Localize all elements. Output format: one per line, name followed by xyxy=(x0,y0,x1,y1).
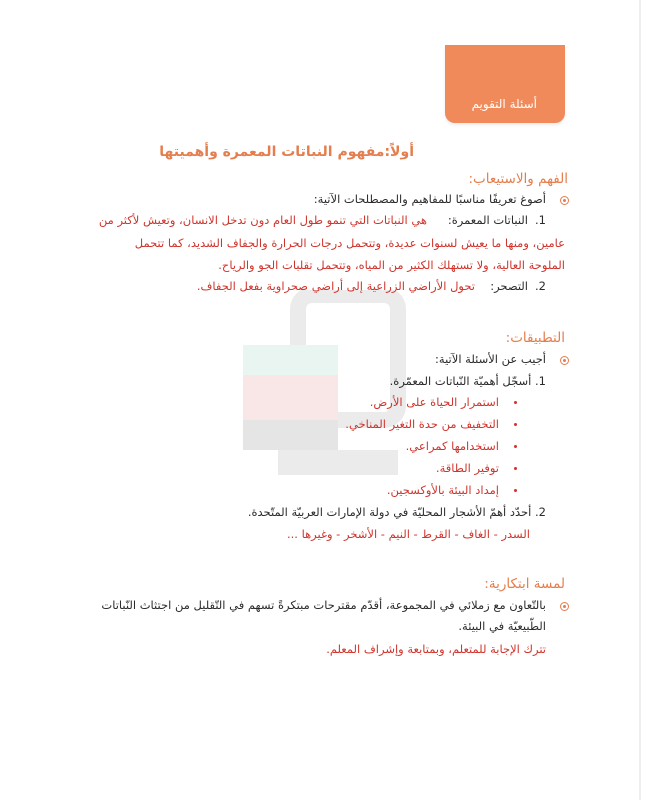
page-edge xyxy=(639,0,641,800)
section3-subheading: لمسة ابتكارية: xyxy=(484,576,565,592)
q1-answer-5: إمداد البيئة بالأوكسجين. xyxy=(386,483,499,497)
q1-text: 1. أسجّل أهميّة النّباتات المعمّرة. xyxy=(389,374,546,388)
list-bullet xyxy=(514,489,517,492)
list-bullet xyxy=(514,401,517,404)
q2-text: 2. أحدّد أهمّ الأشجار المحليّة في دولة الإمارات العربيّة المتّحدة. xyxy=(247,505,546,519)
section2-subheading: التطبيقات: xyxy=(505,330,565,346)
section3-answer: تترك الإجابة للمتعلم، وبمتابعة وإشراف المعلم. xyxy=(326,642,546,656)
q1-answer-1: استمرار الحياة على الأرض. xyxy=(369,395,499,409)
circle-bullet-icon xyxy=(560,196,569,205)
section3-line1: بالتّعاون مع زملائي في المجموعة، أقدّم مقترحات مبتكرةً تسهم في التّقليل من اجتثاث النّباتات xyxy=(101,598,546,612)
item2-definition: تحول الأراضي الزراعية إلى أراضي صحراوية بفعل الجفاف. xyxy=(196,279,475,293)
list-bullet xyxy=(514,445,517,448)
section3-line2: الطّبيعيّة في البيئة. xyxy=(458,619,546,633)
q1-answer-3: استخدامها كمراعي. xyxy=(405,439,499,453)
item2-term: التصحر: xyxy=(490,279,528,293)
item1-number: 1. xyxy=(535,213,546,227)
q1-answer-2: التخفيف من حدة التغير المناخي. xyxy=(345,417,499,431)
circle-bullet-icon xyxy=(560,356,569,365)
circle-bullet-icon xyxy=(560,602,569,611)
section1-subheading: الفهم والاستيعاب: xyxy=(468,171,568,187)
item1-definition-line2: عامين، ومنها ما يعيش لسنوات عديدة، وتتحمل درجات الحرارة والجفاف الشديد، كما تتحمل xyxy=(134,236,565,250)
item1-definition-line1: هي النباتات التي تنمو طول العام دون تدخل الانسان، وتعيش لأكثر من xyxy=(98,213,427,227)
item1-term: النباتات المعمرة: xyxy=(447,213,528,227)
section2-instruction: أجيب عن الأسئلة الآتية: xyxy=(435,352,546,366)
section1-instruction: أصوغ تعريفًا مناسبًا للمفاهيم والمصطلحات الآتية: xyxy=(313,192,546,206)
section1-title: أولاً:مفهوم النباتات المعمرة وأهميتها xyxy=(159,144,414,160)
list-bullet xyxy=(514,423,517,426)
item2-number: 2. xyxy=(535,279,546,293)
header-tab xyxy=(445,45,565,123)
watermark-logo xyxy=(238,290,413,480)
q2-answer: السدر - الغاف - القرط - النيم - الأشخر - وغيرها ... xyxy=(286,527,530,541)
header-tab-title: أسئلة التقويم xyxy=(471,97,537,111)
q1-answer-4: توفير الطاقة. xyxy=(435,461,499,475)
list-bullet xyxy=(514,467,517,470)
item1-definition-line3: الملوحة العالية، ولا تستهلك الكثير من المياه، وتتحمل تقلبات الجو والرياح. xyxy=(218,258,565,272)
